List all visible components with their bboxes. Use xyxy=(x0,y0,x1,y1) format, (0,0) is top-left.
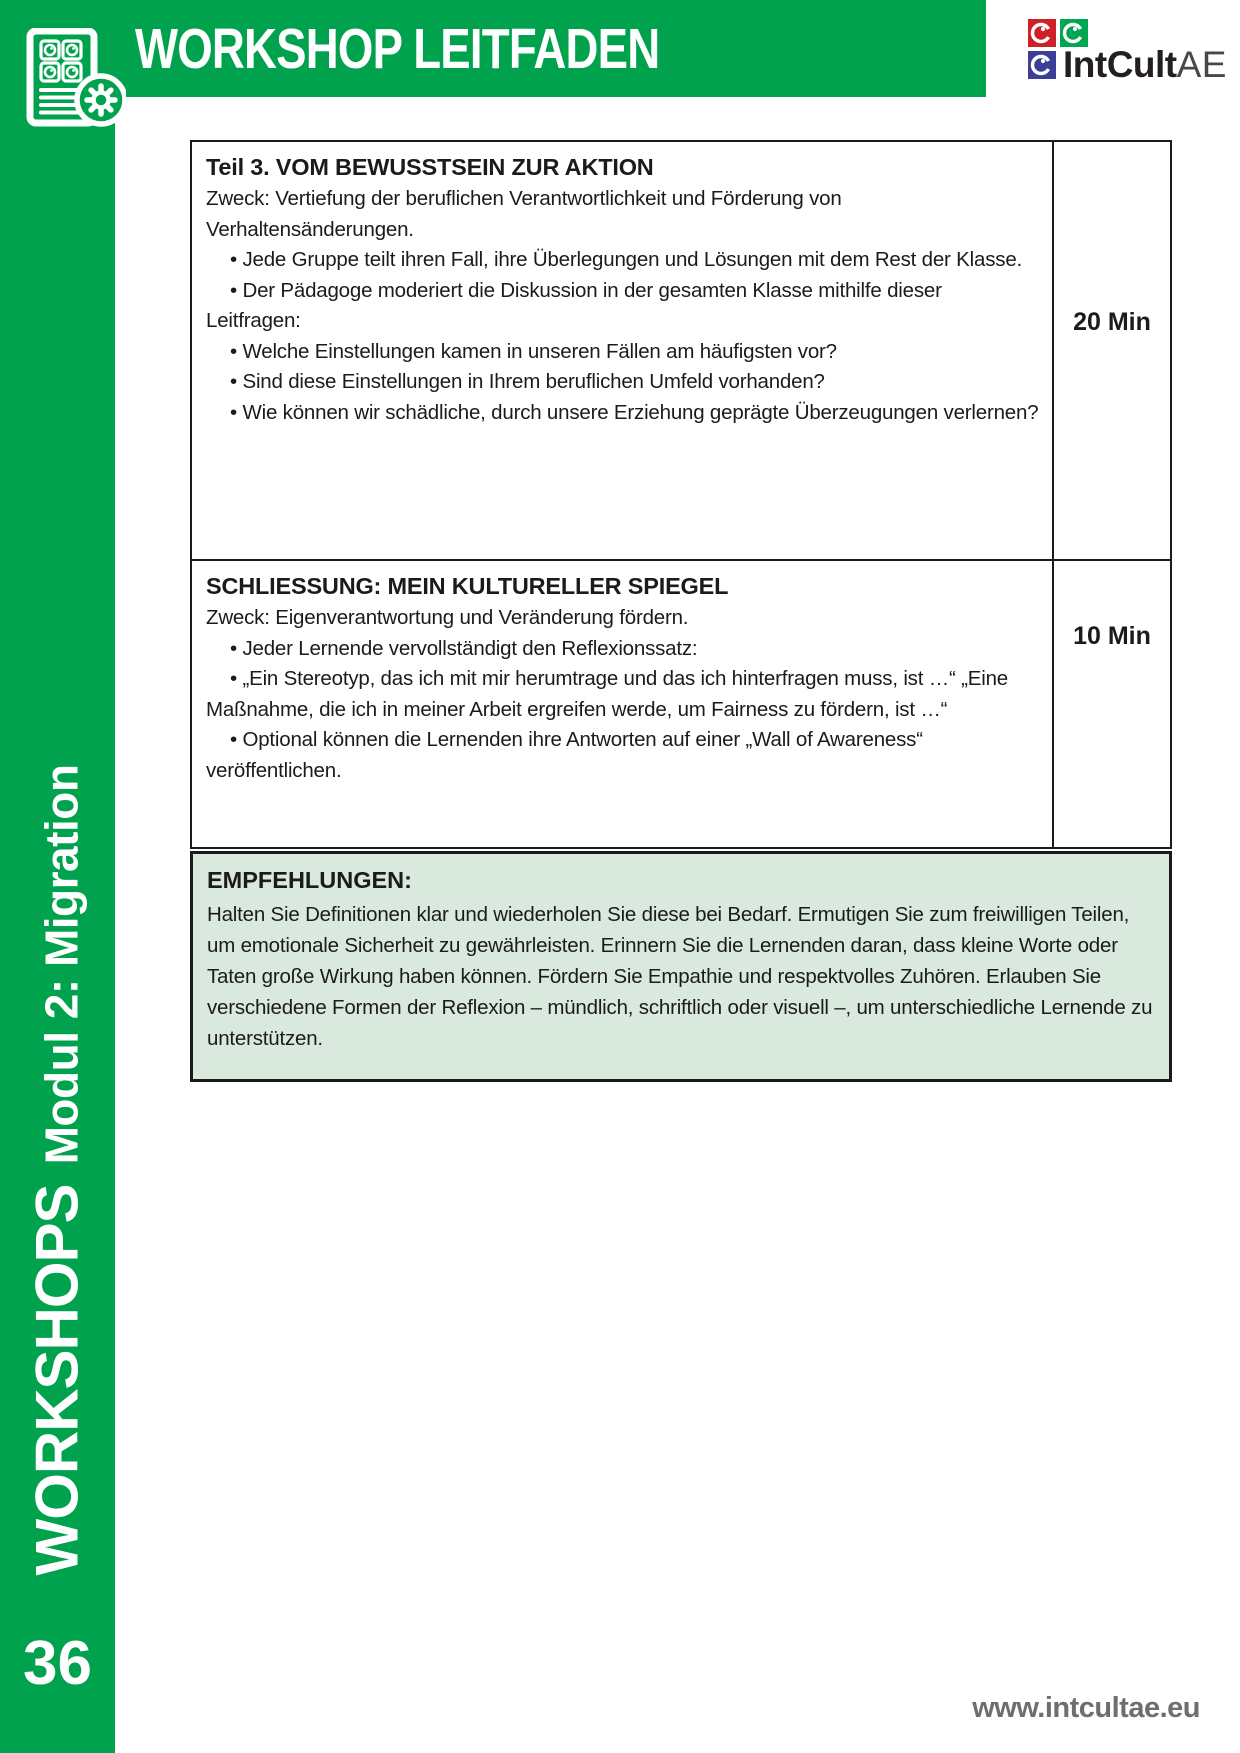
step-content-cell xyxy=(192,561,1052,847)
logo-face-green xyxy=(1060,19,1088,47)
sidebar-label-workshops: WORKSHOPS xyxy=(23,1184,91,1576)
step-bullet: • Jeder Lernende vervollständigt den Reflexionssatz: xyxy=(230,636,698,660)
step-bullet: • „Ein Stereotyp, das ich mit mir herumtrage und das ich hinterfragen muss, ist …“ „Eine Maßnahme, die ich in meiner Arbeit ergreifen werde, um Fairness zu fördern, ist …“ xyxy=(206,667,1009,721)
step-title: Teil 3. VOM BEWUSSTSEIN ZUR AKTION xyxy=(206,154,654,180)
recommendations-heading: EMPFEHLUNGEN: xyxy=(207,867,412,893)
table-row xyxy=(192,559,1170,847)
step-purpose: Zweck: Vertiefung der beruflichen Verantwortlichkeit und Förderung von Verhaltensänderungen. xyxy=(206,187,842,241)
step-bullet: • Wie können wir schädliche, durch unsere Erziehung geprägte Überzeugungen verlernen? xyxy=(230,400,1039,424)
intcult-logo xyxy=(1028,19,1227,85)
step-bullet: • Jede Gruppe teilt ihren Fall, ihre Überlegungen und Lösungen mit dem Rest der Klasse. xyxy=(230,248,1023,271)
step-duration: 20 Min xyxy=(1073,308,1151,336)
step-content-cell xyxy=(192,142,1052,559)
recommendations-box xyxy=(190,851,1172,1082)
workshop-steps-table xyxy=(190,140,1172,849)
step-bullet: • Der Pädagoge moderiert die Diskussion in der gesamten Klasse mithilfe dieser Leitfragen: xyxy=(206,278,942,332)
step-bullet: • Welche Einstellungen kamen in unseren Fällen am häufigsten vor? xyxy=(230,339,837,363)
step-bullet: • Optional können die Lernenden ihre Antworten auf einer „Wall of Awareness“ veröffentlichen. xyxy=(206,728,923,782)
sidebar-vertical-label xyxy=(23,765,92,1576)
workshop-guide-icon xyxy=(22,28,126,132)
step-title: SCHLIESSUNG: MEIN KULTURELLER SPIEGEL xyxy=(206,573,729,599)
table-row xyxy=(192,142,1170,559)
step-purpose: Zweck: Eigenverantwortung und Veränderung fördern. xyxy=(206,606,689,629)
logo-text-intcult: IntCult xyxy=(1063,44,1177,85)
footer-website-link[interactable]: www.intcultae.eu xyxy=(972,1692,1200,1724)
step-bullet: • Sind diese Einstellungen in Ihrem beruflichen Umfeld vorhanden? xyxy=(230,370,825,393)
page-number: 36 xyxy=(23,1629,92,1698)
step-duration-cell xyxy=(1052,561,1170,847)
logo-wordmark xyxy=(1063,44,1227,85)
sidebar xyxy=(0,0,115,1753)
logo-text-ae: AE xyxy=(1176,44,1227,85)
logo-face-blue xyxy=(1028,51,1056,79)
recommendations-body: Halten Sie Definitionen klar und wiederholen Sie diese bei Bedarf. Ermutigen Sie zum freiwilligen Teilen, um emotionale Sicherheit zu gewährleisten. Erinnern Sie die Lernenden daran, dass kleine Worte oder Taten große Wirkung haben können. Fördern Sie Empathie und respektvolles Zuhören. Erlauben Sie verschiedene Formen der Reflexion – mündlich, schriftlich oder visuell –, um unterschiedliche Lernende zu unterstützen. xyxy=(207,903,1153,1050)
sidebar-label-module: Modul 2: Migration xyxy=(35,764,88,1165)
logo-face-red xyxy=(1028,19,1056,47)
page-title: WORKSHOP LEITFADEN xyxy=(135,16,660,81)
step-duration-cell xyxy=(1052,142,1170,559)
step-duration: 10 Min xyxy=(1073,621,1151,650)
gear-icon-circle xyxy=(77,76,125,124)
